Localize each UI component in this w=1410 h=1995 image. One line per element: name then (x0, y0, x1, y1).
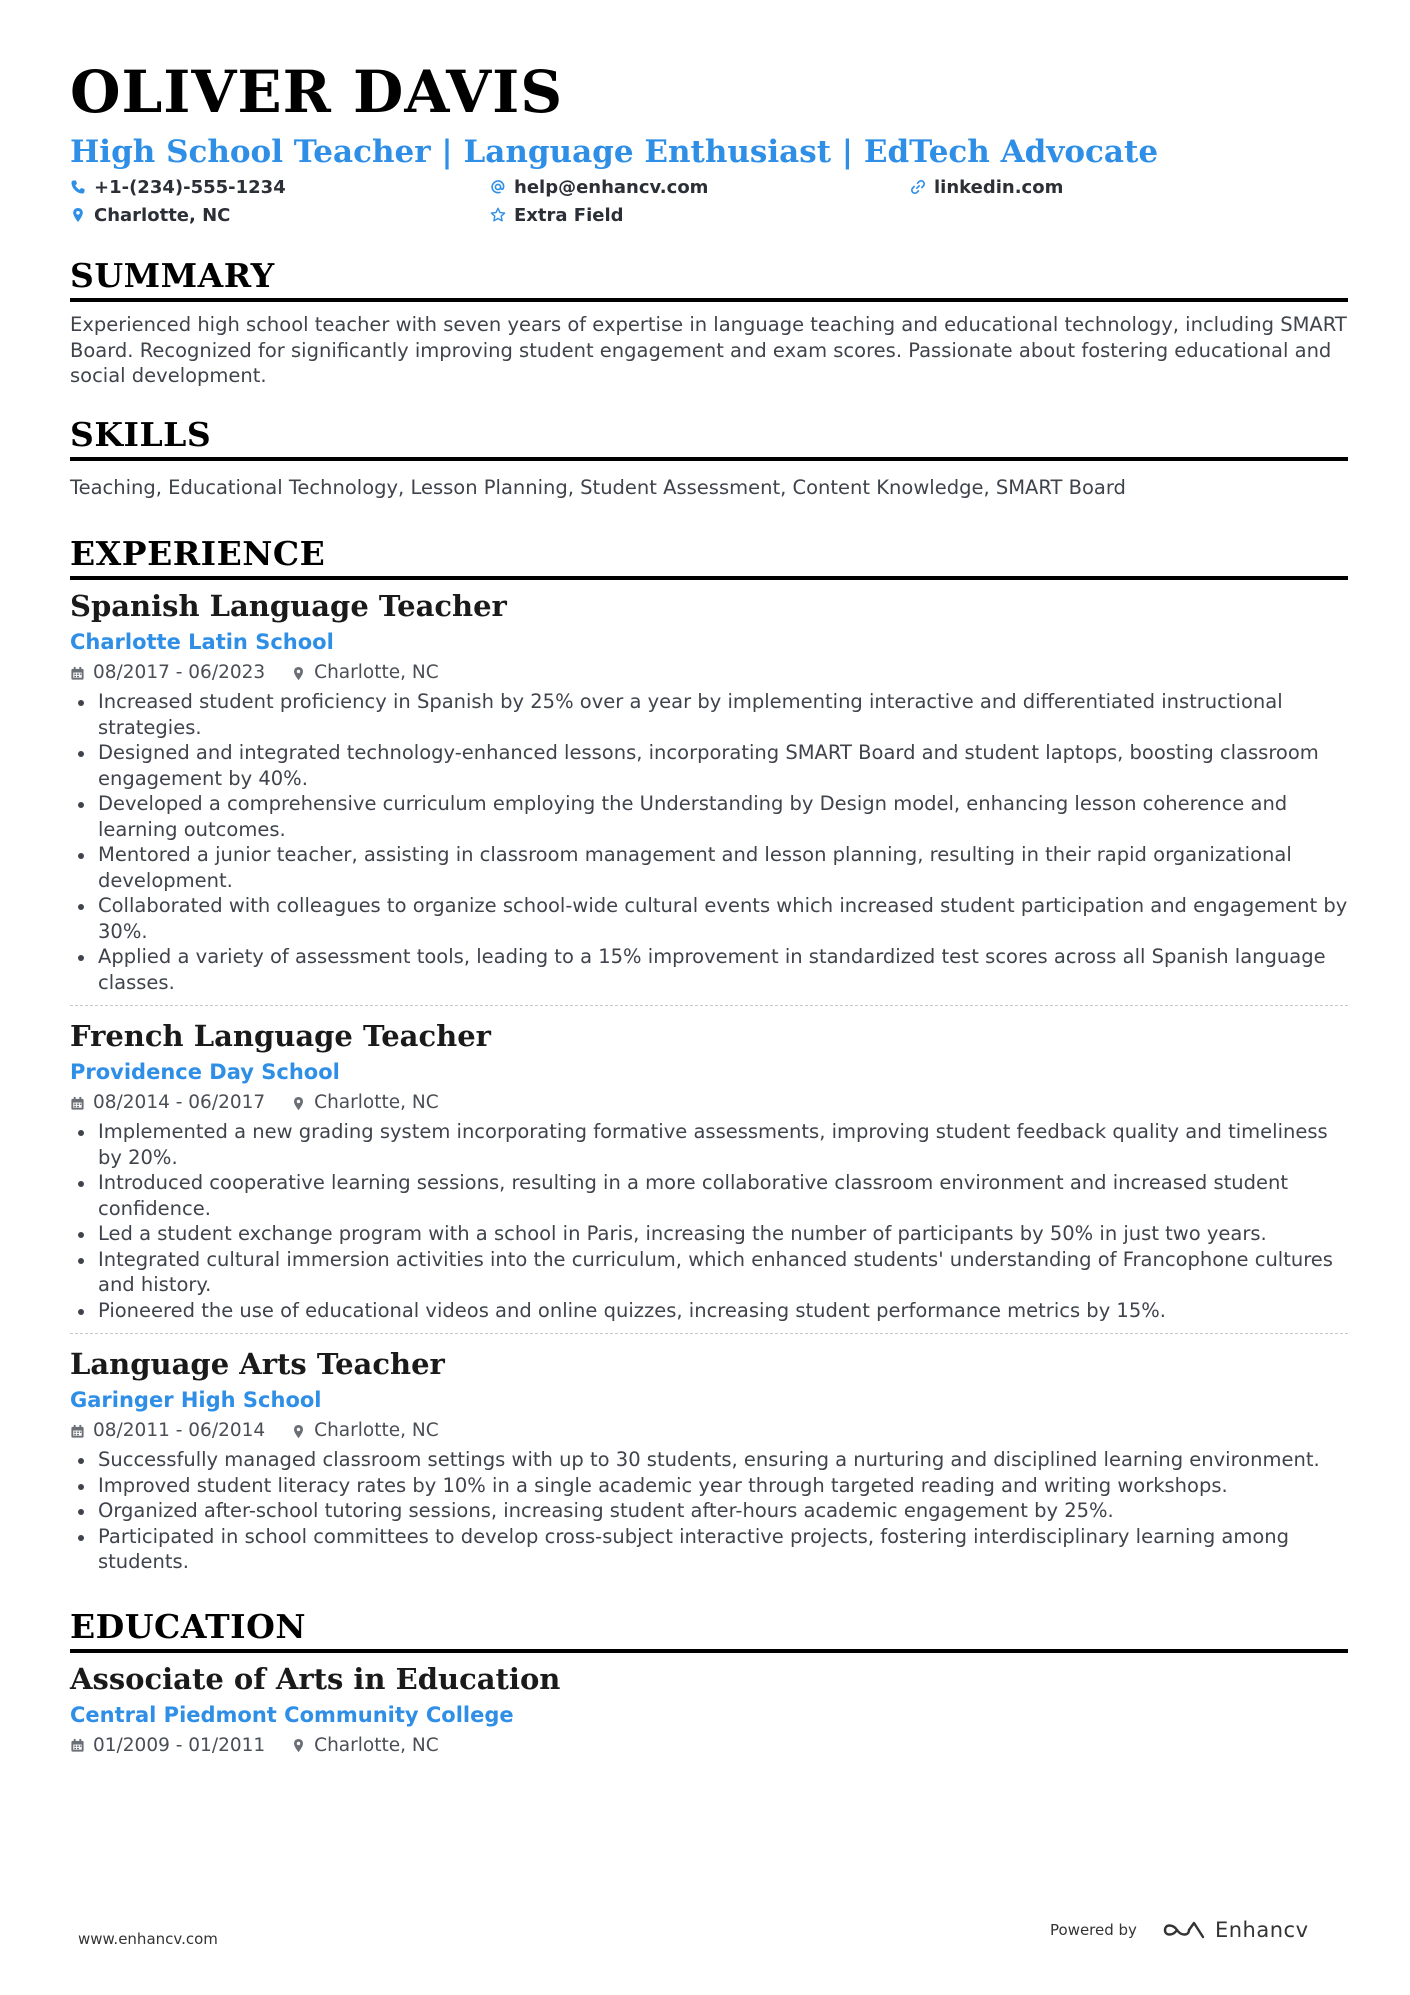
list-item: Pioneered the use of educational videos and online quizzes, increasing student performance metrics by 15%. (98, 1298, 1348, 1324)
job-entry (70, 588, 1348, 995)
contact-email[interactable] (490, 176, 910, 198)
education-entry (70, 1661, 1348, 1758)
job-location: Charlotte, NC (291, 1091, 438, 1115)
skills-text: Teaching, Educational Technology, Lesson Planning, Student Assessment, Content Knowledge, SMART Board (70, 475, 1126, 499)
candidate-name: OLIVER DAVIS (70, 58, 564, 126)
school-name: Central Piedmont Community College (70, 1702, 514, 1727)
footer-branding (1050, 1918, 1309, 1942)
company-name: Charlotte Latin School (70, 630, 334, 654)
job-dates: 08/2017 - 06/2023 (70, 661, 265, 685)
map-pin-icon (291, 1424, 306, 1439)
contact-info (70, 176, 1348, 226)
map-pin-icon (291, 1096, 306, 1111)
job-bullets (70, 689, 1348, 995)
company-name: Garinger High School (70, 1388, 322, 1412)
powered-by-text: Powered by (1050, 1921, 1137, 1939)
map-pin-icon (291, 666, 306, 681)
list-item: Improved student literacy rates by 10% in a single academic year through targeted reading and writing workshops. (98, 1473, 1348, 1499)
list-item: Designed and integrated technology-enhanced lessons, incorporating SMART Board and student laptops, boosting classroom engagement by 40%. (98, 740, 1348, 791)
experience-heading: EXPERIENCE (70, 534, 1348, 580)
summary-text: Experienced high school teacher with seven years of expertise in language teaching and educational technology, including SMART Board. Recognized for significantly improving student engagement and exam scores. Passionate about fostering educational and social development. (70, 313, 1347, 387)
job-location: Charlotte, NC (291, 661, 438, 685)
list-item: Successfully managed classroom settings with up to 30 students, ensuring a nurturing and disciplined learning environment. (98, 1447, 1348, 1473)
job-title: Language Arts Teacher (70, 1347, 445, 1381)
entry-divider (70, 1333, 1348, 1334)
calendar-icon (70, 1424, 85, 1439)
brand-name: Enhancv (1214, 1918, 1309, 1942)
calendar-icon (70, 1096, 85, 1111)
job-title: French Language Teacher (70, 1019, 491, 1053)
degree-title: Associate of Arts in Education (70, 1661, 561, 1696)
education-heading: EDUCATION (70, 1607, 1348, 1653)
entry-divider (70, 1005, 1348, 1006)
job-dates: 08/2014 - 06/2017 (70, 1091, 265, 1115)
skills-section (70, 415, 1348, 501)
contact-location (70, 204, 490, 226)
star-icon (490, 207, 506, 223)
enhancv-logo-icon (1161, 1918, 1207, 1942)
footer-website[interactable]: www.enhancv.com (78, 1930, 218, 1948)
calendar-icon (70, 666, 85, 681)
contact-extra (490, 204, 910, 226)
job-meta (70, 1091, 1348, 1115)
list-item: Increased student proficiency in Spanish by 25% over a year by implementing interactive and differentiated instructional strategies. (98, 689, 1348, 740)
resume-header (70, 58, 1348, 226)
job-bullets (70, 1119, 1348, 1323)
experience-section (70, 534, 1348, 1575)
job-meta (70, 661, 1348, 685)
list-item: Integrated cultural immersion activities into the curriculum, which enhanced students' understanding of Francophone cultures and history. (98, 1247, 1348, 1298)
education-dates: 01/2009 - 01/2011 (70, 1734, 265, 1758)
job-title: Spanish Language Teacher (70, 589, 507, 623)
education-section (70, 1607, 1348, 1758)
phone-text: +1-(234)-555-1234 (94, 176, 286, 198)
skills-heading: SKILLS (70, 415, 1348, 461)
education-location: Charlotte, NC (291, 1734, 438, 1758)
at-icon (490, 179, 506, 195)
phone-icon (70, 179, 86, 195)
contact-phone[interactable] (70, 176, 490, 198)
job-entry (70, 1018, 1348, 1323)
list-item: Participated in school committees to develop cross-subject interactive projects, fostering interdisciplinary learning among students. (98, 1524, 1348, 1575)
contact-link[interactable] (910, 176, 1330, 198)
summary-section (70, 256, 1348, 389)
summary-heading: SUMMARY (70, 256, 1348, 302)
list-item: Led a student exchange program with a school in Paris, increasing the number of participants by 50% in just two years. (98, 1221, 1348, 1247)
company-name: Providence Day School (70, 1060, 340, 1084)
education-meta (70, 1734, 1348, 1758)
job-meta (70, 1419, 1348, 1443)
list-item: Collaborated with colleagues to organize school-wide cultural events which increased student participation and engagement by 30%. (98, 894, 1348, 943)
map-pin-icon (70, 207, 86, 223)
map-pin-icon (291, 1738, 306, 1753)
enhancv-logo[interactable] (1161, 1918, 1309, 1942)
list-item: Organized after-school tutoring sessions, increasing student after-hours academic engagement by 25%. (98, 1498, 1348, 1524)
list-item: Introduced cooperative learning sessions, resulting in a more collaborative classroom environment and increased student confidence. (98, 1170, 1348, 1221)
list-item: Applied a variety of assessment tools, leading to a 15% improvement in standardized test scores across all Spanish language classes. (98, 944, 1348, 995)
location-text: Charlotte, NC (94, 204, 231, 226)
extra-field-text: Extra Field (514, 204, 624, 226)
email-text: help@enhancv.com (514, 176, 709, 198)
job-location: Charlotte, NC (291, 1419, 438, 1443)
list-item: Mentored a junior teacher, assisting in classroom management and lesson planning, resulting in their rapid organizational development. (98, 842, 1348, 893)
list-item: Developed a comprehensive curriculum employing the Understanding by Design model, enhancing lesson coherence and learning outcomes. (98, 791, 1348, 842)
link-icon (910, 179, 926, 195)
list-item: Implemented a new grading system incorporating formative assessments, improving student feedback quality and timeliness by 20%. (98, 1119, 1348, 1170)
candidate-headline: High School Teacher | Language Enthusiast | EdTech Advocate (70, 134, 1159, 170)
resume-page (70, 58, 1348, 1758)
job-dates: 08/2011 - 06/2014 (70, 1419, 265, 1443)
calendar-icon (70, 1738, 85, 1753)
link-text: linkedin.com (934, 176, 1064, 198)
job-entry (70, 1346, 1348, 1575)
job-bullets (70, 1447, 1348, 1575)
